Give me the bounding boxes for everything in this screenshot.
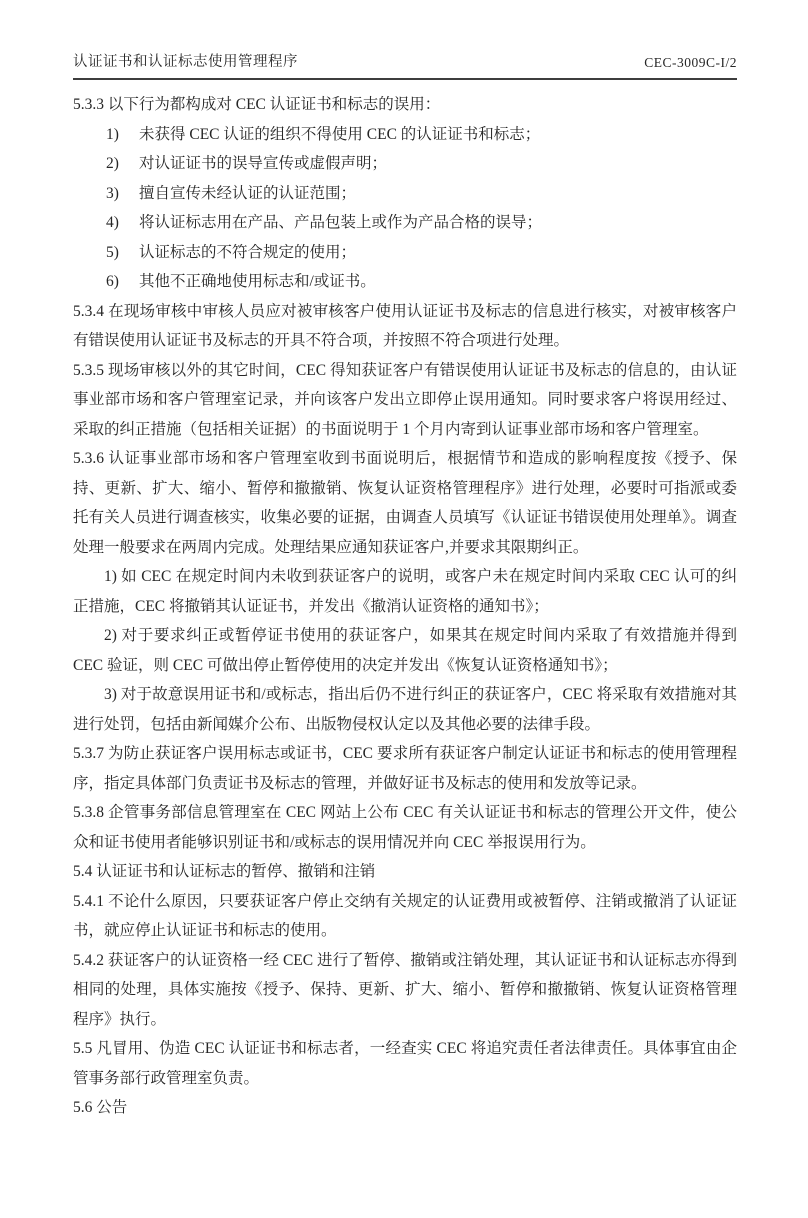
misuse-item-1 — [106, 120, 737, 150]
list-number: 6) — [106, 273, 119, 290]
list-item-text: 未获得 CEC 认证的组织不得使用 CEC 的认证证书和标志； — [139, 125, 541, 143]
clause-5-3-7: 5.3.7 为防止获证客户误用标志或证书，CEC 要求所有获证客户制定认证证书和标志的使用管理程序，指定具体部门负责证书及标志的管理，并做好证书及标志的使用和发放等记录。 — [73, 745, 737, 792]
misuse-item-3 — [106, 179, 737, 209]
clause-5-3-3: 5.3.3 以下行为都构成对 CEC 认证证书和标志的误用： — [73, 96, 441, 113]
page-content — [73, 50, 737, 1123]
heading-5-4: 5.4 认证证书和认证标志的暂停、撤销和注销 — [73, 863, 376, 880]
header-doc-title: 认证证书和认证标志使用管理程序 — [73, 54, 298, 70]
list-item-text: 将认证标志用在产品、产品包装上或作为产品合格的误导； — [139, 214, 543, 231]
misuse-item-2 — [106, 149, 737, 179]
clause-5-3-6: 5.3.6 认证事业部市场和客户管理室收到书面说明后，根据情节和造成的影响程度按《授予、保持、更新、扩大、缩小、暂停和撤撤销、恢复认证资格管理程序》进行处理，必要时可指派或委托有关人员进行调查核实，收集必要的证据，由调查人员填写《认证证书错误使用处理单》。调查处理一般要求在两周内完成。处理结果应通知获证客户,并要求其限期纠正。 — [73, 450, 737, 556]
clause-5-3-6-item-3: 3) 对于故意误用证书和/或标志，指出后仍不进行纠正的获证客户，CEC 将采取有效措施对其进行处罚，包括由新闻媒介公布、出版物侵权认定以及其他必要的法律手段。 — [73, 686, 737, 733]
clause-5-3-4: 5.3.4 在现场审核中审核人员应对被审核客户使用认证证书及标志的信息进行核实，对被审核客户有错误使用认证证书及标志的开具不符合项，并按照不符合项进行处理。 — [73, 302, 737, 349]
list-item-text: 对认证证书的误导宣传或虚假声明； — [139, 155, 388, 172]
misuse-item-4 — [106, 208, 737, 238]
clause-5-4-1: 5.4.1 不论什么原因，只要获证客户停止交纳有关规定的认证费用或被暂停、注销或撤消了认证证书，就应停止认证证书和标志的使用。 — [73, 892, 737, 939]
clause-5-4-2: 5.4.2 获证客户的认证资格一经 CEC 进行了暂停、撤销或注销处理，其认证证书和认证标志亦得到相同的处理，具体实施按《授予、保持、更新、扩大、缩小、暂停和撤撤销、恢复认证资格管理程序》执行。 — [73, 951, 737, 1028]
list-number: 5) — [106, 243, 119, 261]
document-body — [73, 90, 737, 1123]
clause-5-6: 5.6 公告 — [73, 1099, 128, 1116]
clause-5-5: 5.5 凡冒用、伪造 CEC 认证证书和标志者，一经查实 CEC 将追究责任者法律责任。具体事宜由企管事务部行政管理室负责。 — [73, 1040, 737, 1087]
header-doc-number: CEC-3009C-I/2 — [644, 55, 737, 70]
list-number: 2) — [106, 155, 119, 172]
list-number: 3) — [106, 184, 119, 202]
list-item-text: 擅自宣传未经认证的认证范围； — [139, 184, 357, 202]
page-header — [73, 50, 737, 80]
clause-5-3-5: 5.3.5 现场审核以外的其它时间，CEC 得知获证客户有错误使用认证证书及标志的信息的，由认证事业部市场和客户管理室记录，并向该客户发出立即停止误用通知。同时要求客户将误用经过、采取的纠正措施（包括相关证据）的书面说明于 1 个月内寄到认证事业部市场和客户管理室。 — [73, 361, 737, 438]
clause-5-3-6-item-2: 2) 对于要求纠正或暂停证书使用的获证客户，如果其在规定时间内采取了有效措施并得到 CEC 验证，则 CEC 可做出停止暂停使用的决定并发出《恢复认证资格通知书》； — [73, 627, 737, 674]
misuse-item-5 — [106, 238, 737, 268]
list-item-text: 其他不正确地使用标志和/或证书。 — [139, 273, 376, 290]
list-number: 4) — [106, 214, 119, 231]
list-number: 1) — [106, 125, 119, 143]
clause-5-3-6-item-1: 1) 如 CEC 在规定时间内未收到获证客户的说明，或客户未在规定时间内采取 CEC 认可的纠正措施，CEC 将撤销其认证证书，并发出《撤消认证资格的通知书》； — [73, 568, 737, 615]
misuse-item-6 — [106, 267, 737, 297]
list-item-text: 认证标志的不符合规定的使用； — [139, 243, 357, 261]
clause-5-3-8: 5.3.8 企管事务部信息管理室在 CEC 网站上公布 CEC 有关认证证书和标志的管理公开文件，使公众和证书使用者能够识别证书和/或标志的误用情况并向 CEC 举报误用行为。 — [73, 804, 737, 851]
